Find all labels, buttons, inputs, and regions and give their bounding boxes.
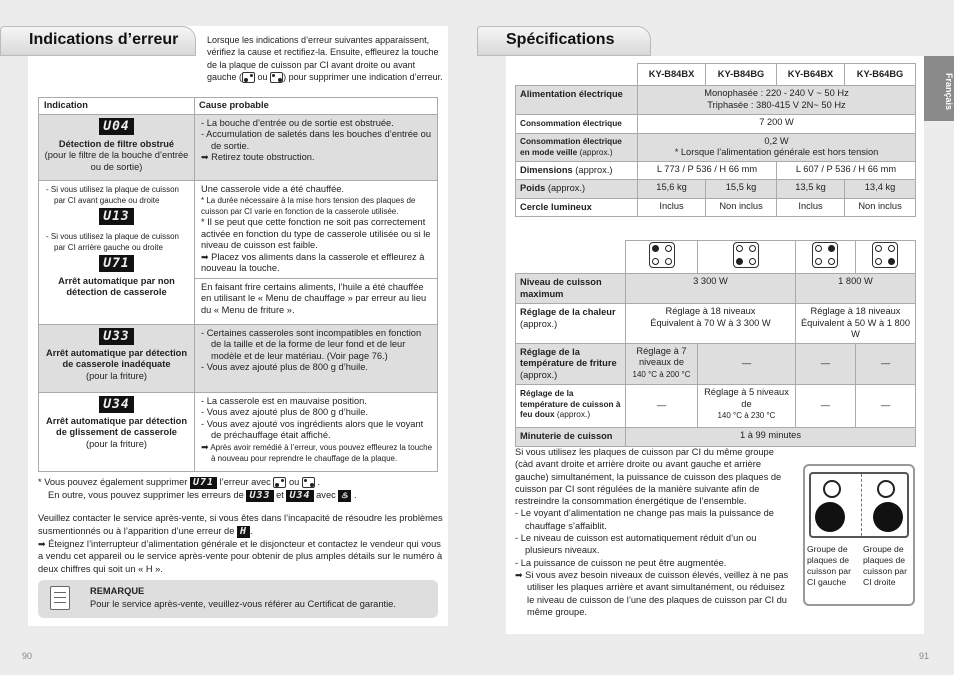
model-header: KY-B64BG [845, 64, 916, 86]
table-header-row [516, 241, 916, 274]
indication-cell: U33 Arrêt automatique par détection de casserole inadéquate (pour la friture) [39, 324, 195, 392]
cause-cell: - Certaines casseroles sont incompatibles en fonction de la taille et de la forme de leur fond et de leur modèle et de leur matériau. (Voir page 76.) - Vous avez ajouté plus de 800 g d’huile. [195, 324, 438, 392]
table-row: Dimensions (approx.) L 773 / P 536 / H 66 mm L 607 / P 536 / H 66 mm [516, 161, 916, 180]
burner-icon [823, 480, 841, 498]
front-left-burner-icon [242, 72, 255, 83]
error-code-display: U34 [286, 490, 313, 502]
page-title: Indications d’erreur [29, 31, 179, 48]
table-row [39, 114, 438, 180]
cause-cell: Une casserole vide a été chauffée. * La durée nécessaire à la mise hors tension des plaques de cuisson par CI varie en fonction de la casserole utilisée. * Il se peut que cette fonction ne soit pas correctement activée en fonction du type de casserole utilisée ou si le niveau de cuisson est faible. ➡ Placez vos aliments dans la casserole et effleurez à nouveau la touche. En faisant frire certains aliments, l’huile a été chauffée en utilisant le « Menu de chauffage » par erreur au lieu du « Menu de friture ». [195, 180, 438, 324]
rear-left-burner-icon [649, 242, 675, 268]
right-header-bar [477, 26, 651, 56]
table-header-row [39, 98, 438, 115]
front-left-burner-icon [733, 242, 759, 268]
remark-title: REMARQUE [90, 586, 145, 596]
table-row: Minuterie de cuisson 1 à 99 minutes [516, 428, 916, 447]
model-header: KY-B84BG [706, 64, 777, 86]
indication-cell: U04 Détection de filtre obstrué (pour le filtre de la bouche d’entrée ou de sortie) [39, 114, 195, 180]
table-row: Réglage de la chaleur (approx.) Réglage à 18 niveaux Équivalent à 70 W à 3 300 W Réglage à 18 niveaux Équivalent à 50 W à 1 800 W [516, 304, 916, 344]
table-row: Réglage de la température de cuisson à feu doux (approx.) — Réglage à 5 niveaux de 140 °C à 230 °C — — [516, 385, 916, 428]
table-row: Alimentation électrique Monophasée : 220 - 240 V ~ 50 Hz Triphasée : 380-415 V 2N~ 50 Hz [516, 86, 916, 115]
group-diagram [803, 464, 915, 606]
front-right-burner-icon [872, 242, 898, 268]
error-code-display: U71 [99, 255, 133, 272]
error-code-display: U13 [99, 208, 133, 225]
page-number: 91 [919, 651, 930, 661]
right-page [477, 0, 954, 675]
rear-right-burner-icon [812, 242, 838, 268]
remark-box [38, 580, 438, 618]
group-explanation: Si vous utilisez les plaques de cuisson par CI du même groupe (càd avant droite et arrière droite ou avant gauche et arrière gauche) simultanément, la puissance de cuisson des plaques de cuisson par CI sont régulées de la manière suivante afin de restreindre la consommation énergétique de l’ensemble. - Le voyant d’alimentation ne change pas mais la puissance de chauffage s’affaiblit. - Le niveau de cuisson est automatiquement réduit d’un ou plusieurs niveaux. - La puissance de cuisson ne peut être augmentée. ➡ Si vous avez besoin niveaux de cuisson élevés, veillez à ne pas utiliser les plaques arrière et avant simultanément, ou réduisez le niveau de cuisson de l’une des plaques de cuisson par CI du même groupe. [515, 447, 789, 617]
intro-text: Lorsque les indications d’erreur suivantes apparaissent, vérifiez la cause et rectifiez-la. Ensuite, effleurez la touche de la plaque de cuisson par CI avant droite ou avant gauche ( ou ) pour supprimer une indication d’erreur. [207, 35, 443, 82]
remark-text: Pour le service après-vente, veuillez-vous référer au Certificat de garantie. [90, 599, 396, 609]
error-code-display: U33 [246, 490, 273, 502]
fry-key-icon: ♨ [338, 490, 351, 502]
table-row: Cercle lumineux Inclus Non inclus Inclus Non inclus [516, 198, 916, 217]
table-row [39, 180, 438, 324]
indication-cell: U34 Arrêt automatique par détection de glissement de casserole (pour la friture) [39, 392, 195, 471]
model-header: KY-B84BX [638, 64, 706, 86]
spec-table [515, 63, 916, 217]
arrow-icon: ➡ [515, 569, 523, 580]
arrow-icon: ➡ [201, 441, 209, 452]
group-right-label: Groupe de plaques de cuisson par CI droite [863, 544, 907, 587]
front-right-burner-icon [270, 72, 283, 83]
table-row: Consommation électrique en mode veille (approx.) 0,2 W * Lorsque l’alimentation générale est hors tension [516, 133, 916, 161]
error-code-display: U33 [99, 328, 133, 345]
arrow-icon: ➡ [201, 251, 209, 262]
cooktop-diagram [809, 472, 909, 538]
error-code-display: U71 [190, 477, 217, 489]
arrow-icon: ➡ [38, 538, 46, 549]
table-row: Niveau de cuisson maximum 3 300 W 1 800 W [516, 274, 916, 304]
cause-cell: - La bouche d’entrée ou de sortie est obstruée. - Accumulation de saletés dans les bouches d’entrée ou de sortie. ➡ Retirez toute obstruction. [195, 114, 438, 180]
error-code-display: H [237, 526, 250, 538]
burner-icon [877, 480, 895, 498]
table-row: Poids (approx.) 15,6 kg 15,5 kg 13,5 kg 13,4 kg [516, 180, 916, 199]
error-code-display: U04 [99, 118, 133, 135]
error-table [38, 97, 438, 472]
error-code-display: U34 [99, 396, 133, 413]
model-header: KY-B64BX [776, 64, 844, 86]
front-left-burner-icon [273, 477, 286, 488]
left-header-bar [0, 26, 196, 56]
footnote: * Vous pouvez également supprimer U71 l’erreur avec ou . En outre, vous pouvez supprimer les erreurs de U33 et U34 avec ♨ . [38, 477, 357, 501]
cause-cell: - La casserole est en mauvaise position. - Vous avez ajouté plus de 800 g d’huile. - Vous avez ajouté vos ingrédients alors que le voyant de préchauffage était affiché. ➡ Après avoir remédié à l’erreur, vous pouvez effleurez la touche à nouveau pour reprendre le chauffage de la plaque. [195, 392, 438, 471]
header-indication: Indication [39, 98, 195, 115]
table-row [39, 392, 438, 471]
indication-cell: - Si vous utilisez la plaque de cuisson par CI avant gauche ou droite U13 - Si vous utilisez la plaque de cuisson par CI arrière gauche ou droite U71 Arrêt automatique par non détection de casserole [39, 180, 195, 324]
language-tab[interactable]: Français [924, 56, 954, 121]
table-row [39, 324, 438, 392]
cooking-table [515, 240, 916, 447]
group-left-label: Groupe de plaques de cuisson par CI gauche [807, 544, 851, 587]
page-title: Spécifications [506, 31, 615, 48]
table-header-row [516, 64, 916, 86]
page-number: 90 [22, 651, 33, 661]
note-icon [50, 586, 70, 610]
burner-icon [815, 502, 845, 532]
table-row: Consommation électrique 7 200 W [516, 115, 916, 134]
table-row: Réglage de la température de friture (approx.) Réglage à 7 niveaux de 140 °C à 200 °C — — — [516, 343, 916, 385]
header-cause: Cause probable [195, 98, 438, 115]
burner-icon [873, 502, 903, 532]
contact-text: Veuillez contacter le service après-vente, si vous êtes dans l’incapacité de résoudre les problèmes susmentionnés ou à l’apparition d’une erreur de H . ➡ Éteignez l’interrupteur d’alimentation générale et le disjoncteur et contactez le vendeur qui vous a vendu cet appareil ou le service après-vente pour obtenir de plus amples détails sur le numéro à deux chiffres qui soit un « H ». [38, 513, 443, 574]
front-right-burner-icon [302, 477, 315, 488]
arrow-icon: ➡ [201, 152, 209, 162]
